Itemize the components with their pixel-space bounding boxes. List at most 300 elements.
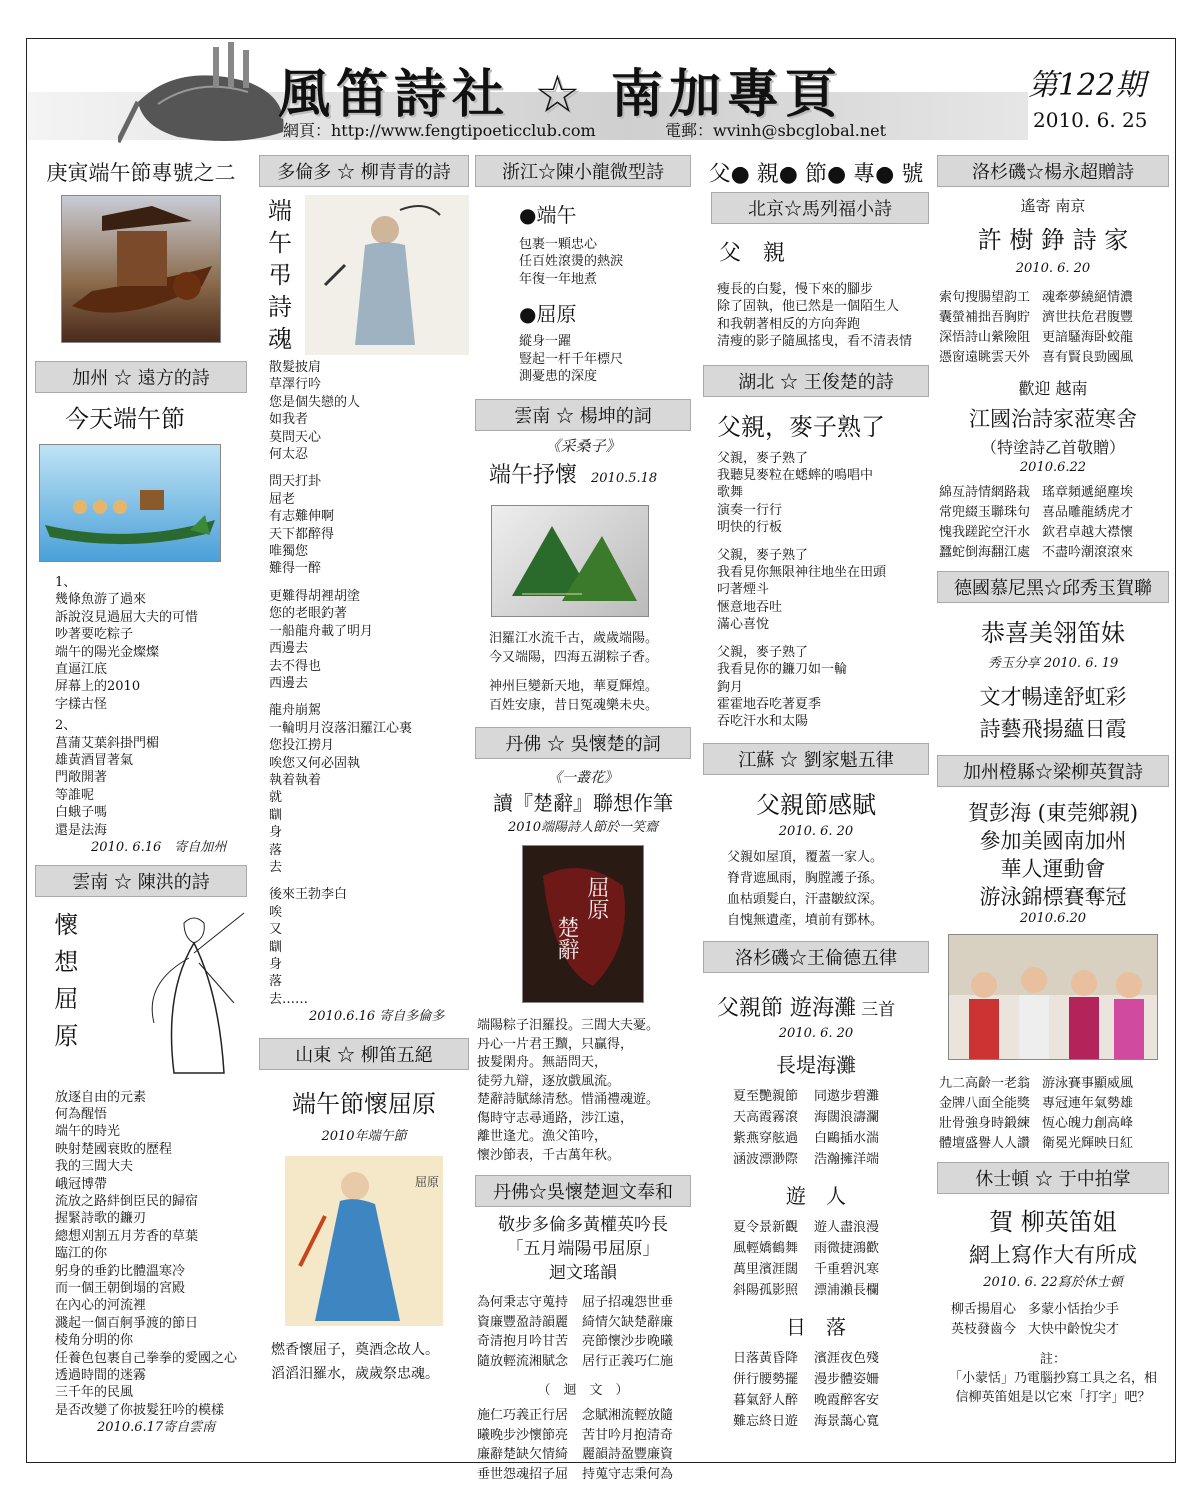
poem-line: 風輕嬌鶴舞 [733,1240,799,1256]
poem-lines [733,1086,798,1170]
poem-line: 瞓 [269,939,283,955]
poem-line: 難得一醉 [269,561,322,577]
column-2 [259,151,469,1386]
poem-line: 天高霞霧滾 [733,1109,799,1125]
poem-title: 參加美國南加州 [979,829,1127,853]
column-1 [35,151,247,1437]
poem-line: 還是法海 [55,822,108,838]
poem-line: 縱身一躍 [519,334,572,350]
poem-line [489,667,691,677]
poem-line: 廉辭楚缺欠情綺 [477,1447,569,1463]
poem-lines [55,1089,247,1420]
poem-title-line: 「五月端陽弔屈原」 [506,1239,660,1260]
poem-line: 披髮閑舟。無語問天， [477,1055,608,1071]
note-text: 「小蒙恬」乃電腦抄寫工具之名，相 [948,1371,1157,1386]
poem-line: 千重碧汎寒 [814,1261,880,1277]
poem-line: 自愧無遺產，墳前有鄧林。 [727,912,884,928]
poem-lines [951,1300,1016,1340]
poem-lines [733,1348,798,1432]
poem-lines [939,1074,1030,1154]
poem-line: 父親，麥子熟了 [717,547,809,563]
poem-line: 是否改變了你披髮狂吟的模樣 [55,1402,225,1418]
poem-line: 一船龍舟載了明月 [269,623,374,639]
stanza-number: 1、 [55,575,77,590]
poem-line: 難忘終日遊 [733,1413,799,1429]
poem-line: 我看見你的鐮刀如一輪 [717,662,848,678]
poem-line: 濟世扶危君腹豐 [1042,310,1134,325]
poem-line: 年復一年地煮 [519,271,598,287]
dedication-line: 歡迎 越南 [1018,379,1088,398]
poem-line: 白蛾子嗎 [55,805,108,821]
poem-line: 體壇盛譽人人讚 [939,1136,1031,1151]
title-char: 端 [268,197,292,225]
poem-line: 念賦湘流輕放隨 [582,1408,674,1424]
poem-line: 又 [269,922,283,938]
poem-title: 父 親 [719,241,786,266]
poem-line: 測憂患的深度 [519,369,598,385]
title-char: 弔 [268,261,292,289]
poem-lines [717,281,929,351]
poem-line: 更難得胡裡胡塗 [269,588,361,604]
poem-line: 神州巨變新天地，華夏輝煌。 [489,679,659,695]
poem-line: 握緊詩歌的鐮刃 [55,1211,147,1227]
poem-line: 為何秉志守蒐持 [477,1295,569,1311]
poem-title-suffix: 三首 [861,999,896,1020]
poem-line: 多蒙小恬抬少手 [1028,1302,1120,1317]
poem-line: 屈子招魂怨世垂 [582,1295,674,1311]
poem-line: 身 [269,825,283,841]
poem-line: 唉 [269,904,283,920]
title-char: 屈 [54,984,79,1013]
sub-poem-title: 長堤海灘 [776,1052,856,1077]
website-url[interactable]: 網頁：http://www.fengtipoeticclub.com [283,121,596,140]
poem-lines [582,1293,673,1371]
poem-lines [814,1348,879,1432]
poem-line: 演奏一行行 [717,502,783,518]
poem-line: 離世逢尤。漁父笛吟， [477,1129,608,1145]
section-bar: 德國慕尼黑☆邱秀玉賀聯 [937,571,1169,603]
section-bar: 浙江☆陳小龍微型詩 [475,155,691,187]
poem-line: 丹心一片君王黷，只贏得， [477,1036,634,1052]
poem-line: 臨江的你 [55,1246,108,1262]
poem-lines [814,1217,879,1301]
poem-line [717,537,929,547]
poem-line: 欽君卓越大襟懷 [1042,525,1134,540]
poem-line: 您投江撈月 [269,738,335,754]
poem-lines [717,450,929,731]
poem-title: 讀『楚辭』聯想作筆 [493,791,673,816]
poem-lines [727,847,929,931]
poem-date: 2010.6.22 [1019,460,1087,475]
poem-line: 去不得也 [269,658,322,674]
book-title-text: 楚辭 [554,916,579,961]
poem-line: 我看見你無限神往地坐在田頭 [717,565,887,581]
poem-lines [477,1406,568,1484]
poem-line: 滔滔汨羅水，歲歲祭忠魂。 [271,1365,439,1382]
section-bar: 湖北 ☆ 王俊楚的詩 [703,365,929,397]
poem-line: 喜有賢良勁國風 [1042,350,1134,365]
poem-line: 瑤章頻遞絕塵埃 [1042,485,1134,500]
poem-line: 屏幕上的2010 [55,679,141,695]
poem-line: 施仁巧義正行居 [477,1408,569,1424]
poem-line: 去 [269,859,283,875]
svg-text:屈原: 屈原 [415,1174,440,1189]
poem-title-line: 敬步多倫多黃權英吟長 [498,1215,668,1236]
poem-lines [814,1086,879,1170]
poem-line: 父親如屋頂，覆蓋一家人。 [727,849,884,865]
poem-line: 我的三閭大夫 [55,1159,134,1175]
poem-line: 今又端陽，四海五湖粽子香。 [489,650,659,666]
poem-line: 莫問天心 [269,429,322,445]
poem-line: 叼著煙斗 [717,582,770,598]
poem-date: 2010.6.20 [1019,911,1087,926]
poem-line: 浩瀚擁洋端 [814,1151,880,1167]
poem-line: 三千年的民風 [55,1385,134,1401]
poem-line: 同遨步碧灘 [814,1088,880,1104]
poem-date: 2010. 6. 20 [1015,261,1091,276]
poem-line: 包裹一顆忠心 [519,237,598,252]
palindrome-label: （ 迴 文 ） [537,1383,629,1399]
poem-line: 恆心魄力創高峰 [1042,1116,1134,1131]
poem-line: 龍舟崩駕 [269,703,322,719]
poem-lines [519,333,691,385]
poem-title: 江國治詩家蒞寒舍 [969,407,1137,431]
poem-line: 紫燕穿舷過 [733,1130,799,1146]
section-bar: 洛杉磯☆王倫德五律 [703,941,929,973]
poem-line: 唉您又何必固執 [269,755,361,771]
poem-line: 索句搜腸望韵工 [939,290,1031,305]
poem-line: 如我者 [269,412,309,428]
poem-line: 落 [269,974,283,990]
special-issue-title: 庚寅端午節專號之二 [46,161,236,185]
page-frame [26,38,1176,1482]
poem-title: 賀彭海 (東莞鄉親) [967,801,1139,825]
section-bar: 洛杉磯☆楊永超贈詩 [937,155,1169,187]
poem-line: 何為醒悟 [55,1106,108,1122]
poem-title-line: 迴文瑤韻 [549,1263,617,1284]
poem-line: 流放之路絆倒臣民的歸宿 [55,1193,199,1209]
title-char: 詩 [268,293,292,321]
poem-line: 併行腰勢擺 [733,1371,799,1387]
poem-line: 端陽粽子汨羅投。三閭大夫憂。 [477,1018,660,1034]
section-bar: 加州 ☆ 遠方的詩 [35,361,247,393]
poem-line: 雨微捷鴻歡 [814,1240,880,1256]
poem-line: 懷沙節表，千古萬年秋。 [477,1147,621,1163]
poem-line: 後來王勃李白 [269,887,348,903]
poem-line: 任百姓滾燙的熱淚 [519,254,624,270]
poem-lines [519,236,691,288]
poem-line: 隨放輕流湘賦念 [477,1353,569,1369]
poem-subtitle: （特塗詩乙首敬贈） [980,438,1125,457]
poem-line: 囊螢補拙吾胸貯 [939,310,1031,325]
poem-lines [55,591,247,713]
poem-line: 楚辭詩賦絲清愁。惜涌禮魂遊。 [477,1092,660,1108]
section-bar: 雲南 ☆ 陳洪的詩 [35,865,247,897]
section-bar: 雲南 ☆ 楊坤的詞 [475,399,691,431]
poem-line: 放逐自由的元素 [55,1089,147,1105]
poem-line: 綺情欠缺楚辭廉 [582,1314,674,1330]
poem-line: 清瘦的影子隨風搖曳，看不清表情 [717,334,913,350]
poem-line: 唯獨您 [269,544,309,560]
poem-line: 問天打卦 [269,474,322,490]
poem-title: 端午抒懷 [489,463,578,489]
poem-line: 映射楚國衰敗的歷程 [55,1141,173,1157]
poem-title: 父親，麥子熟了 [717,412,885,441]
poem-line: 霍霍地吞吃著夏季 [717,696,822,712]
poem-line: 西邊去 [269,641,309,657]
award-group-photo [948,934,1158,1060]
poem-lines [271,1338,469,1386]
poem-line: 透過時間的迷霧 [55,1368,147,1383]
poem-line: 總想刈割五月芳香的草葉 [55,1228,199,1244]
poem-line: 瞓 [269,807,283,823]
poem-line: 奇清抱月吟甘苦 [477,1334,569,1350]
poem-line: 除了固執，他已然是一個陌生人 [717,299,900,315]
poem-line: 明快的行板 [717,520,783,536]
poem-lines [1042,288,1133,368]
poem-line: 吵著要吃粽子 [55,627,134,643]
poem-line: 愜意地吞吐 [717,599,783,615]
poem-line: 喜品雕龍綉虎才 [1042,505,1134,520]
poem-line: 我聽見麥粒在蟋蟀的鳴唱中 [717,468,874,484]
poem-line: 峨冠博帶 [55,1176,108,1192]
poem-lines [1028,1300,1119,1340]
couplet-line: 詩藝飛揚蘊日霞 [979,717,1127,741]
poem-line: 直逼江底 [55,662,108,678]
poem-line: 曦晚步沙懷節亮 [477,1427,569,1443]
poem-line: 更諳騷海卧蛟龍 [1042,330,1134,345]
poem-line: 在內心的河流裡 [55,1298,147,1314]
sub-poem-title: 日 落 [786,1314,846,1339]
poem-line: 草澤行吟 [269,377,322,393]
poem-line: 菖蒲艾葉斜掛門楣 [55,735,160,751]
poem-title: 網上寫作大有所成 [969,1243,1137,1267]
poem-title: 華人運動會 [1000,857,1106,881]
poem-line: 亮節懷沙步晚曦 [582,1334,674,1350]
poem-line: 日落黃昏降 [733,1350,799,1366]
note-header: 註： [1039,1352,1066,1367]
poem-line: 晚霞醉客安 [814,1392,880,1408]
poem-line: 麗韻詩盈豐廉資 [582,1447,674,1463]
poem-line: 徒勞九辯，逐放戲風流。 [477,1073,621,1089]
poem-title: 今天端午節 [65,405,185,433]
chuci-book-image [522,845,644,1003]
poem-line: 血枯頭髮白，汗盡皺紋深。 [727,891,884,907]
vertical-poem-title [265,195,295,355]
section-bar: 加州橙縣☆梁柳英賀詩 [937,755,1169,787]
poem-title-block [475,1213,691,1285]
poem-title: 端午節懷屈原 [292,1089,436,1118]
poem-line: 衛冕光輝映日紅 [1042,1136,1134,1151]
poem-line: 暮氣舒人醉 [733,1392,799,1408]
qu-yuan-painting-image [305,195,469,355]
poem-line [269,578,469,588]
poem-line [269,692,469,702]
poem-line: 棱角分明的你 [55,1333,134,1349]
poem-line: 九二高齡一老翁 [939,1076,1031,1091]
poem-subtitle: 秀玉分享 2010. 6. 19 [987,656,1119,671]
poem-line: 有志難伸啊 [269,509,335,525]
poem-line: 不盡吟潮滾滾來 [1042,545,1134,560]
fathers-day-header: 父● 親● 節● 專● 號 [708,162,924,187]
masthead [28,40,1176,150]
note-text: 信柳英笛姐是以它來「打字」吧？ [955,1390,1151,1405]
poem-line: 身 [269,957,283,972]
stanza-number: 2、 [55,718,77,734]
poem-line: 游泳賽事顯威風 [1042,1076,1134,1091]
issue-number: 第122期 [1028,68,1146,103]
poem-lines [1042,483,1133,563]
poem-line: 而一個王朝倒塌的宮殿 [55,1280,186,1296]
poem-lines [477,1017,691,1165]
poem-line: 去…… [269,991,309,1007]
poem-line: 專冠連年氣勢雄 [1042,1096,1134,1111]
poem-line: 英枝發齒今 [951,1322,1017,1337]
poem-line: 脊背遮風雨，胸膛護子孫。 [727,870,884,886]
poem-line: 海闊浪濤瀾 [814,1109,880,1125]
poem-subtitle: 2010端陽詩人節於一笑齋 [507,820,659,836]
poem-line [717,634,929,644]
poem-line: 鉤月 [717,679,744,695]
vertical-poem-title [53,907,80,1083]
poem-title: 游泳錦標賽奪冠 [979,885,1127,909]
title-char: 午 [268,229,292,257]
poem-lines [477,1293,568,1371]
page-title: 風笛詩社 ☆ 南加專頁 [278,65,843,125]
poem-line: 端午的陽光金燦燦 [55,644,160,660]
section-bar: 江蘇 ☆ 劉家魁五律 [703,743,929,775]
poem-signature: 2010.6.17寄自雲南 [97,1420,216,1436]
title-char: 魂 [268,325,292,353]
section-bar: 山東 ☆ 柳笛五絕 [259,1038,469,1070]
poem-line: 門敞開著 [55,770,108,786]
poem-line: 漂浦瀨長欄 [814,1282,880,1298]
poem-line: 涵波漂渺際 [733,1151,799,1167]
poem-line: 等誰呢 [55,787,95,803]
poem-line: 夏令景新觀 [733,1219,799,1235]
poem-line: 吞吃汗水和太陽 [717,714,809,730]
poem-lines [733,1217,798,1301]
poem-title: ●端午 [519,203,577,227]
poem-line: 西邊去 [269,675,309,691]
dedication-line: 遙寄 南京 [1020,197,1086,215]
poem-date: 2010. 6. 22寫於休士頓 [983,1275,1123,1290]
column-4 [703,151,929,1432]
poem-line: 傷時守志尋通路，涉江遠， [477,1110,634,1126]
dragon-boat-race-image [39,444,221,562]
poem-line: 執着執着 [269,772,322,788]
poem-line: 柳舌揚眉心 [951,1302,1017,1317]
poem-signature: 2010.6.16 寄自多倫多 [309,1009,445,1025]
column-3 [475,151,691,1484]
poem-line: 深悟詩山縈險阻 [939,330,1031,345]
poem-title: ●屈原 [519,302,577,327]
poem-line: 字樣古怪 [55,696,108,712]
column-5 [937,151,1169,1405]
poem-line: 遊人盡浪漫 [814,1219,880,1235]
poem-line: 魂牽夢繞絕情濃 [1042,290,1134,305]
dragon-boat-image [61,195,221,343]
poem-line: 海景藹心寬 [814,1413,880,1429]
poem-signature: 2010. 6.16 寄自加州 [91,840,227,856]
qu-yuan-portrait-image [285,1156,443,1326]
poem-lines [269,359,469,1008]
poem-line: 苦甘吟月抱清奇 [582,1427,674,1443]
poem-line: 端午的時光 [55,1124,121,1140]
poem-title: 許 樹 錚 詩 家 [977,226,1129,254]
poem-date: 2010. 6. 20 [778,1025,854,1041]
poem-line: 斜陽孤影照 [733,1282,799,1298]
section-bar: 丹佛 ☆ 吳懷楚的詞 [475,727,691,759]
poem-line: 滿心喜悅 [717,617,770,633]
poem-line: 濱涯夜色殘 [814,1350,880,1366]
poem-line: 居行正義巧仁施 [582,1353,674,1369]
qu-yuan-sketch-image [124,903,247,1083]
title-char: 想 [54,947,79,976]
poem-line [269,463,469,473]
poem-date: 2010. 6. 20 [778,823,854,839]
poem-lines [55,735,247,839]
poem-line: 愧我蹉跎空汗水 [939,525,1031,540]
poem-title: 父親節感賦 [756,790,876,819]
section-bar: 北京☆馬列福小詩 [711,192,929,224]
poem-line: 白鷗插水湍 [814,1130,880,1146]
poem-line: 夏至艷親節 [733,1088,799,1104]
poem-lines [489,629,691,715]
poem-line: 瘦長的白髮，慢下來的腳步 [717,282,874,297]
poem-line: 任養色包裹自己拳拳的愛國之心 [55,1350,238,1366]
poem-line: 憑窗遠眺雲天外 [939,350,1031,365]
section-bar: 丹佛☆吳懷楚迴文奉和 [475,1175,691,1207]
title-char: 懷 [54,910,79,939]
poem-line: 大快中齡悅尖才 [1028,1322,1120,1337]
poem-line: 綿亙詩情網路栽 [939,485,1031,500]
poem-line: 訴說沒見過屈大夫的可惜 [55,609,199,625]
issue-date: 2010. 6. 25 [1033,108,1148,132]
zongzi-image [491,505,649,617]
poem-date: 2010年端午節 [321,1128,407,1144]
poem-line: 父親，麥子熟了 [717,450,809,466]
poem-line: 您是個失戀的人 [269,394,361,410]
poem-line: 濺起一個百舸爭渡的節日 [55,1315,199,1331]
email-address[interactable]: 電郵：wvinh@sbcglobal.net [665,121,887,140]
poem-line: 雄黃酒冒著氣 [55,753,134,769]
poem-line: 燃香懷屈子，奠酒念故人。 [271,1341,439,1358]
poem-line: 和我朝著相反的方向奔跑 [717,316,861,332]
poem-line: 幾條魚游了過來 [55,592,147,608]
poem-line: 汨羅江水流千古，歲歲端陽。 [489,631,659,647]
poem-line: 資廉豐盈詩韻麗 [477,1314,569,1330]
poem-lines [1042,1074,1133,1154]
poem-line: 蠶蛇倒海翻江處 [939,545,1031,560]
poem-line: 一輪明月沒落汨羅江心裏 [269,720,413,736]
poem-line: 躬身的垂釣比體溫寒冷 [55,1263,186,1279]
poem-title: 賀 柳英笛姐 [989,1208,1117,1236]
poem-line: 您的老眼釣著 [269,606,348,622]
poem-line: 落 [269,842,283,858]
poem-line: 常兜綴玉聯珠句 [939,505,1031,520]
poem-title: 父親節 遊海灘 [717,995,856,1021]
book-title-text: 屈原 [584,876,609,921]
poem-line: 散髮披肩 [269,360,322,375]
poem-lines [939,483,1030,563]
title-char: 原 [54,1021,79,1050]
poem-line: 屈老 [269,491,296,507]
poem-date: 2010.5.18 [591,471,658,487]
poem-line: 持蒐守志秉何為 [582,1466,674,1482]
section-bar: 多倫多 ☆ 柳青青的詩 [259,155,469,187]
poem-line: 歌舞 [717,485,744,501]
